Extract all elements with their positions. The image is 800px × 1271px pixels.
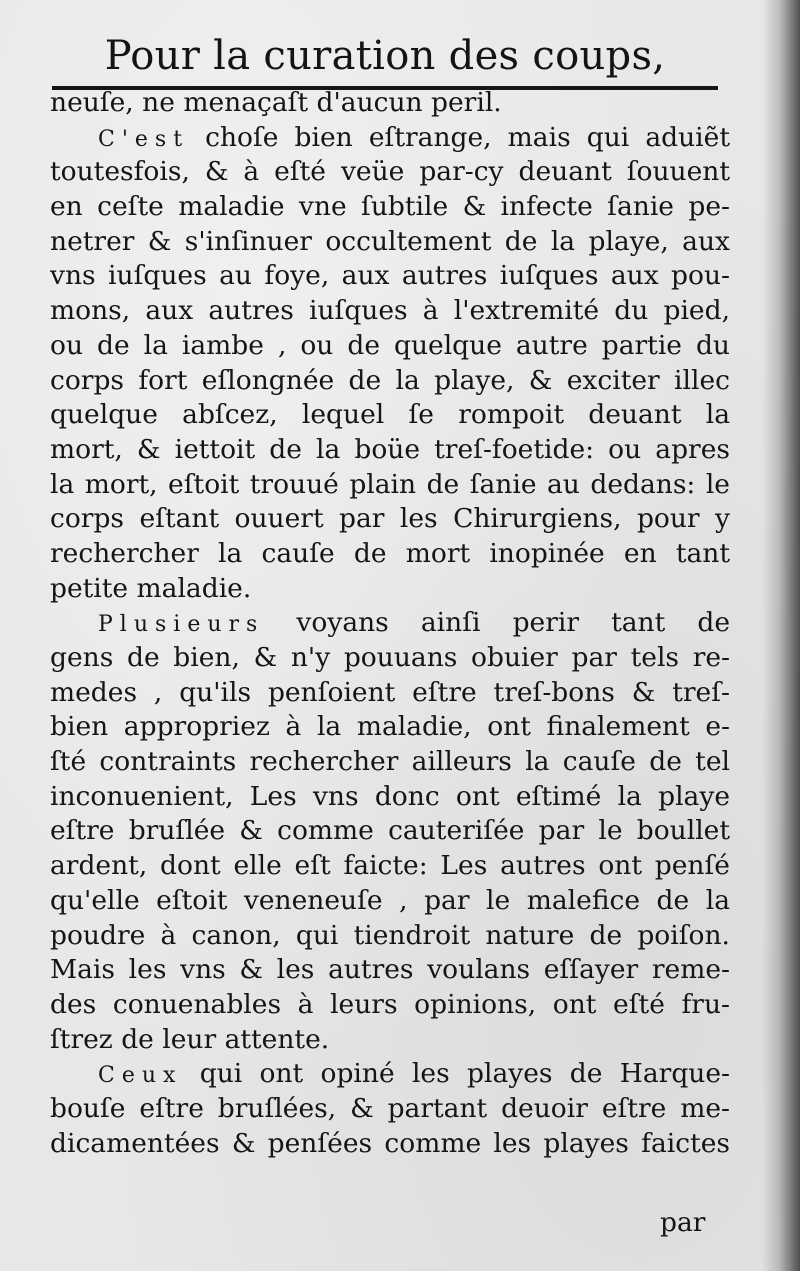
text-line bbox=[50, 988, 730, 1023]
line-text: poudre à canon, qui tiendroit nature de poiſon. bbox=[50, 919, 730, 951]
text-line bbox=[50, 468, 730, 503]
text-line bbox=[50, 190, 730, 225]
line-text: corps eſtant ouuert par les Chirurgiens, pour y bbox=[50, 503, 730, 535]
line-text: mons, aux autres iuſques à l'extremité du pied, bbox=[50, 295, 730, 327]
text-line bbox=[50, 676, 730, 711]
text-line bbox=[50, 710, 730, 745]
text-line bbox=[50, 745, 730, 780]
text-line bbox=[50, 1092, 730, 1127]
line-text: la mort, eſtoit trouué plain de ſanie au dedans: le bbox=[50, 468, 730, 500]
line-text: dicamentées & penſées comme les playes faictes bbox=[50, 1127, 730, 1159]
line-text: Mais les vns & les autres voulans eſſayer reme- bbox=[50, 954, 730, 986]
text-line bbox=[50, 364, 730, 399]
text-line bbox=[50, 641, 730, 676]
line-text: eſtre bruſlée & comme cauteriſée par le boullet bbox=[50, 815, 730, 847]
line-text: neuſe, ne menaçaſt d'aucun peril. bbox=[50, 87, 502, 118]
line-text: bouſe eſtre bruſlées, & partant deuoir eſtre me- bbox=[50, 1092, 730, 1124]
line-text: qui ont opiné les playes de Harque- bbox=[182, 1058, 730, 1090]
line-text: ou de la iambe , ou de quelque autre partie du bbox=[50, 329, 730, 361]
small-caps-word: Plusieurs bbox=[98, 612, 265, 638]
text-line bbox=[50, 780, 730, 815]
line-text: ardent, dont elle eſt faicte: Les autres ont penſé bbox=[50, 850, 730, 882]
line-text: inconuenient, Les vns donc ont eſtimé la playe bbox=[50, 780, 730, 812]
line-text: en ceſte maladie vne ſubtile & infecte ſanie pe- bbox=[50, 191, 730, 223]
small-caps-word: C'est bbox=[98, 126, 190, 152]
line-text: ſté contraints rechercher ailleurs la cauſe de tel bbox=[50, 746, 730, 778]
line-text: ſtrez de leur attente. bbox=[50, 1023, 330, 1055]
text-line bbox=[50, 259, 730, 294]
text-line bbox=[50, 225, 730, 260]
text-line bbox=[50, 884, 730, 919]
page-body bbox=[50, 86, 730, 1161]
line-text: toutesfois, & à eſté veüe par-cy deuant ſouuent bbox=[50, 156, 730, 188]
line-text: quelque abſcez, lequel ſe rompoit deuant la bbox=[50, 399, 730, 431]
text-line bbox=[50, 1023, 730, 1058]
text-line bbox=[50, 572, 730, 607]
line-text: medes , qu'ils penſoient eſtre treſ-bons & treſ- bbox=[50, 676, 730, 708]
line-text: petite maladie. bbox=[50, 572, 252, 604]
text-line bbox=[50, 919, 730, 954]
text-line bbox=[50, 155, 730, 190]
line-text: rechercher la cauſe de mort inopinée en tant bbox=[50, 537, 730, 569]
line-text: gens de bien, & n'y pouuans obuier par tels re- bbox=[50, 642, 730, 673]
line-text: bien appropriez à la maladie, ont finalement e- bbox=[50, 711, 730, 743]
line-text: netrer & s'inſinuer occultement de la playe, aux bbox=[50, 225, 730, 257]
text-line bbox=[50, 398, 730, 433]
text-line bbox=[50, 329, 730, 364]
running-header: Pour la curation des coups, bbox=[104, 33, 666, 79]
catchword: par bbox=[660, 1207, 706, 1238]
text-line bbox=[50, 433, 730, 468]
line-text: vns iuſques au foye, aux autres iuſques aux pou- bbox=[50, 260, 730, 292]
text-line bbox=[50, 1127, 730, 1162]
text-line bbox=[50, 953, 730, 988]
line-text: corps fort eſlongnée de la playe, & exciter illec bbox=[50, 364, 730, 396]
text-line bbox=[50, 849, 730, 884]
text-line bbox=[50, 1057, 730, 1092]
text-line bbox=[50, 502, 730, 537]
text-line bbox=[50, 86, 730, 121]
line-text: choſe bien eſtrange, mais qui aduiẽt bbox=[189, 121, 730, 153]
text-line bbox=[50, 294, 730, 329]
gutter-shadow bbox=[762, 0, 800, 1271]
line-text: voyans ainſi perir tant de bbox=[264, 607, 730, 639]
text-line bbox=[50, 121, 730, 156]
line-text: qu'elle eſtoit veneneuſe , par le malefice de la bbox=[50, 884, 730, 916]
small-caps-word: Ceux bbox=[98, 1063, 183, 1089]
text-line bbox=[50, 606, 730, 641]
line-text: des conuenables à leurs opinions, ont eſté fru- bbox=[50, 988, 730, 1020]
text-line bbox=[50, 537, 730, 572]
text-line bbox=[50, 814, 730, 849]
line-text: mort, & iettoit de la boüe treſ-foetide: ou apres bbox=[50, 433, 730, 465]
